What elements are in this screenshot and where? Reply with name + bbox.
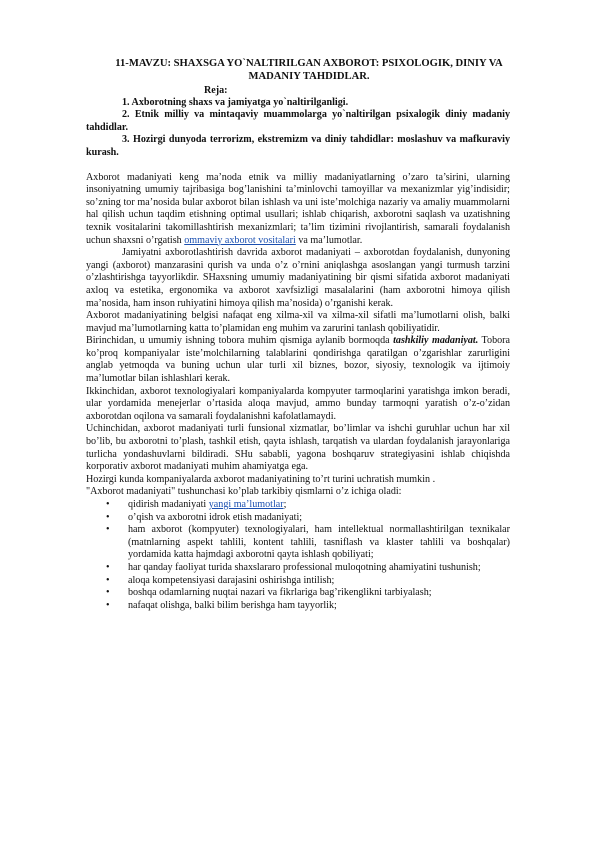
bullet-icon: • [106,511,110,523]
paragraph-5: Ikkinchidan, axborot texnologiyalari kompaniyalarda kompyuter tarmoqlarini yaratishga imkon beradi, ular yordamida menejerlar o’rtasida aloqa mavjud, ammo bunday tarmoqni yaratish o’z-o’zidan axborotdan oqilona va samarali foydalanishni kafolatlamaydi. [86,385,510,422]
list-item-text: qidirish madaniyati [128,499,209,510]
paragraph-1-text: Axborot madaniyati keng ma’noda etnik va milliy madaniyatlarning o’zaro ta’sirini, ularning insoniyatning umumiy tajribasiga bog’lanishini ta’minlovchi tamoyillar va mexanizmlar yig’indisidir; so’zning tor ma’nosida bular axborot bilan ishlash va uni iste’molchiga nazariy va amaliy muammolarni hal qilish uchun taqdim etishning optimal usullari; ishlab chiqarish, axborotni saqlash va uzatishning texnik vositalarini takomillashtirish mexanizmlari; ta’lim tizimini rivojlantirish, samarali foydalanish uchun shaxsni o’rgatish [86,171,510,246]
list-item-text: boshqa odamlarning nuqtai nazari va fikrlariga bag’rikenglikni tarbiyalash; [128,587,432,599]
spacer [86,160,510,172]
list-item-text: har qanday faoliyat turida shaxslararo professional muloqotning ahamiyatini tushunish; [128,561,481,573]
list-item [86,575,510,588]
list-item-text: nafaqat olishga, balki bilim berishga ham tayyorlik; [128,599,337,611]
bullet-icon: • [106,524,110,536]
bullet-icon: • [106,587,110,599]
components-list [86,499,510,612]
list-item-text: aloqa kompetensiyasi darajasini oshirishga intilish; [128,574,335,586]
paragraph-4-head: Birinchidan, u umumiy ishning tobora muhim qismiga aylanib bormoqda [86,335,394,347]
paragraph-4-emphasis: tashkiliy madaniyat. [393,335,479,347]
paragraph-2: Jamiyatni axborotlashtirish davrida axborot madaniyati – axborotdan foydalanish, dunyoning yangi (axborot) manzarasini qurish va unda o’z o’rnini aniqlashga asoslangan yangi turmush tarzini o’zlashtirishga tayyorlikdir. SHaxsning umumiy madaniyatining bir qismi sifatida axborot madaniyati axloq va estetika, ergonomika va axborot xavfsizligi masalalarini (ham axborotni himoya qilish ma’nosida, ham inson ruhiyatini himoya qilish ma’nosida) o’rganishi kerak. [86,247,510,309]
bullet-icon: • [106,574,110,586]
paragraph-4 [86,335,510,385]
plan-item-2: 2. Etnik milliy va mintaqaviy muammolarga yo`naltirilgan psixalogik diniy madaniy tahdidlar. [86,109,510,133]
list-item-tail: ; [283,499,287,510]
paragraph-3: Axborot madaniyatining belgisi nafaqat eng xilma-xil va xilma-xil sifatli ma’lumotlarni olish, balki mavjud ma’lumotlarning katta to’plamidan eng muhim va zarurini tanlash qobiliyatidir. [86,310,510,334]
mass-media-link[interactable]: ommaviy axborot vositalari [184,234,296,246]
plan-list [86,97,510,160]
list-item-text: o’qish va axborotni idrok etish madaniyati; [128,511,303,523]
paragraph-7: Hozirgi kunda kompaniyalarda axborot madaniyatining to’rt turini uchratish mumkin . [86,473,436,485]
plan-item-3: 3. Hozirgi dunyoda terrorizm, ekstremizm va diniy tahdidlar: moslashuv va mafkuraviy kurash. [86,134,510,158]
list-item-text: ham axborot (kompyuter) texnologiyalari, ham intellektual normallashtirilgan texnikalar (matnlarning aspekt tahlili, kontent tahlili, tasniflash va klaster tahlili va boshqalar) yordamida katta hajmdagi axborotni qayta ishlash qobiliyati; [128,524,510,561]
paragraph-1 [86,172,510,248]
bullet-icon: • [106,561,110,573]
bullet-icon: • [106,599,110,611]
list-item [86,524,510,562]
paragraph-4-tail: Tobora ko’proq kompaniyalar iste’molchilarning talablarini qondirishga qaratilgan o’zgarishlar zarurligini anglab yetmoqda va buning uchun ular turli xil biznes, bozor, siyosiy, texnologik va ijtimoiy ma’lumotlar bilan ishlashlari kerak. [86,335,510,385]
paragraph-1-tail: va ma’lumotlar. [295,234,363,246]
bullet-icon: • [106,499,110,510]
page-title: 11-MAVZU: SHAXSGA YO`NALTIRILGAN AXBOROT: PSIXOLOGIK, DINIY VA MADANIY TAHDIDLAR. [115,58,503,82]
plan-heading: Reja: [204,84,228,96]
list-item [86,562,510,575]
plan-item-1: 1. Axborotning shaxs va jamiyatga yo`naltirilganligi. [122,96,349,108]
list-item [86,587,510,600]
list-item [86,499,510,512]
list-item [86,512,510,525]
new-information-link[interactable]: yangi ma’lumotlar [208,499,284,510]
list-item [86,600,510,613]
paragraph-6: Uchinchidan, axborot madaniyati turli funsional xizmatlar, bo’limlar va ishchi guruhlar uchun har xil bo’lib, bu axborotni to’plash, tashkil etish, qayta ishlash, tarqatish va ulardan foydalanish jarayonlariga turlicha yondashuvlarni bildiradi. SHu sababli, yagona boshqaruv strategiyasini ishlab chiqishda korporativ axborot madaniyati muhim ahamiyatga ega. [86,423,510,473]
paragraph-8: "Axborot madaniyati" tushunchasi ko’plab tarkibiy qismlarni o’z ichiga oladi: [86,486,402,498]
